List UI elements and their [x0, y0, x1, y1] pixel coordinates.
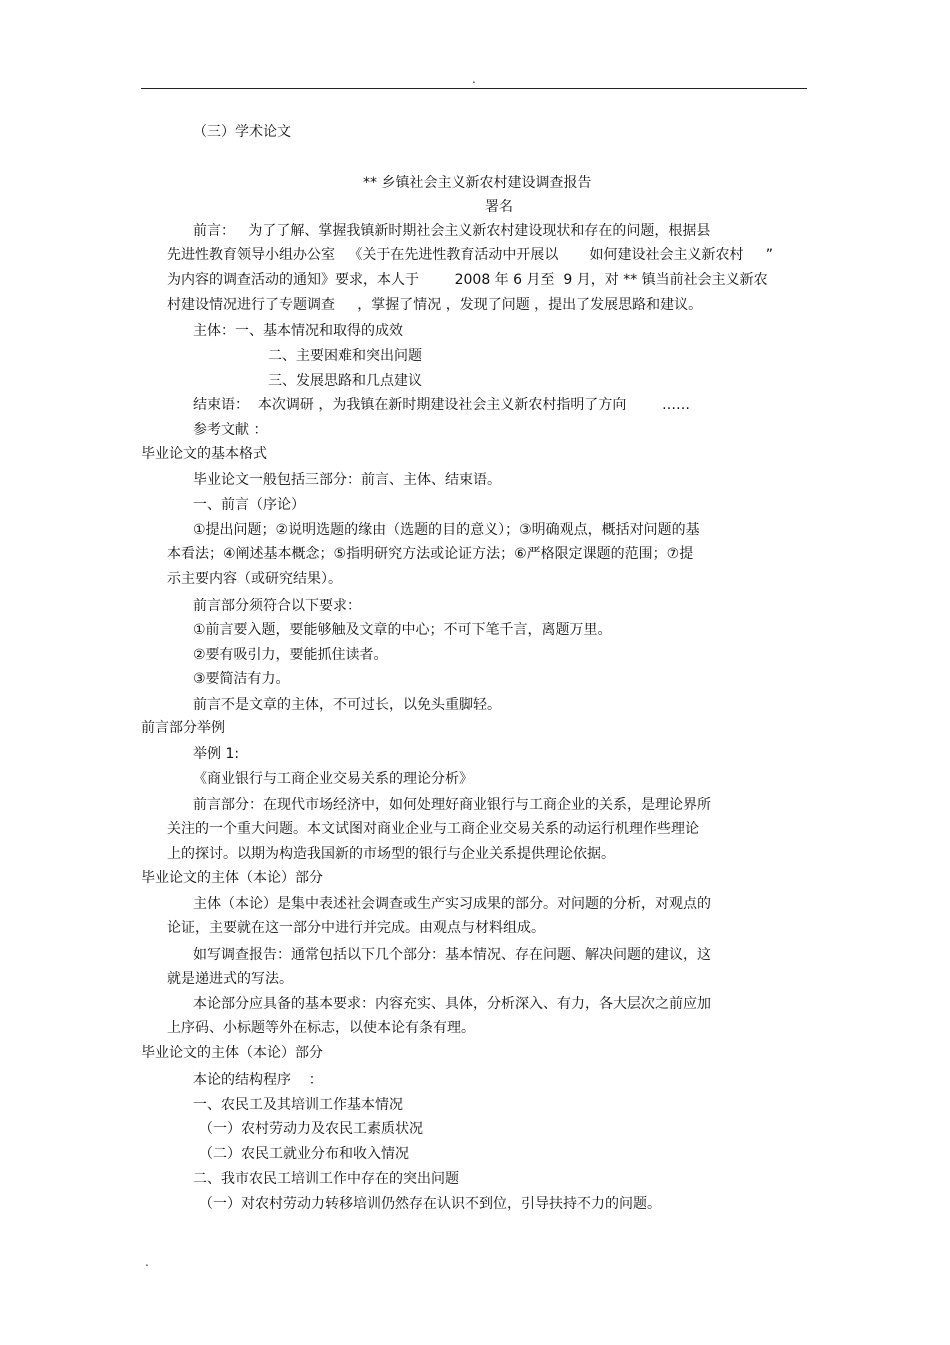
header-dot: .	[472, 72, 476, 86]
structure-item-1a: （一）农村劳动力及农民工素质状况	[199, 1121, 423, 1137]
preface-items-1: ①提出问题；②说明选题的缘由（选题的目的意义）；③明确观点，概括对问题的基	[193, 522, 700, 538]
main-text-6: 上序码、小标题等外在标志，以使本论有条有理。	[167, 1020, 475, 1036]
preface-items-3: 示主要内容（或研究结果）。	[167, 571, 342, 587]
requirement-1: ①前言要入题，要能够触及文章的中心；不可下笔千言，离题万里。	[193, 622, 612, 638]
footer-dot: .	[145, 1255, 149, 1269]
example-text-3: 上的探讨。以期为构造我国新的市场型的银行与企业关系提供理论依据。	[167, 846, 615, 862]
requirements-heading: 前言部分须符合以下要求：	[193, 598, 361, 614]
example-label: 举例 1:	[193, 746, 240, 762]
references-line: 参考文献 ：	[193, 422, 268, 438]
preface-line-1: 前言： 为了了解、掌握我镇新时期社会主义新农村建设现状和存在的问题，根据县	[193, 223, 711, 239]
requirement-4: 前言不是文章的主体，不可过长，以免头重脚轻。	[193, 697, 501, 713]
heading-preface-example: 前言部分举例	[141, 720, 225, 736]
main-text-4: 就是递进式的写法。	[167, 971, 293, 987]
preface-line-2: 先进性教育领导小组办公室 《关于在先进性教育活动中开展以 如何建设社会主义新农村 ”	[167, 247, 774, 263]
main-text-2: 论证，主要就在这一部分中进行并完成。由观点与材料组成。	[167, 920, 545, 936]
requirement-2: ②要有吸引力，要能抓住读者。	[193, 647, 388, 663]
structure-item-1b: （二）农民工就业分布和收入情况	[199, 1146, 409, 1162]
body-outline-3: 三、发展思路和几点建议	[268, 373, 422, 389]
section-heading: （三）学术论文	[193, 124, 291, 140]
report-title: ** 乡镇社会主义新农村建设调查报告	[363, 175, 592, 191]
example-title: 《商业银行与工商企业交易关系的理论分析》	[193, 771, 473, 787]
heading-main-body-2: 毕业论文的主体（本论）部分	[141, 1045, 323, 1061]
example-text-2: 关注的一个重大问题。本文试图对商业企业与工商企业交易关系的动运行机理作些理论	[167, 821, 699, 837]
body-outline-2: 二、主要困难和突出问题	[268, 348, 422, 364]
main-text-5: 本论部分应具备的基本要求：内容充实、具体，分析深入、有力，各大层次之前应加	[193, 996, 711, 1012]
preface-items-2: 本看法；④阐述基本概念；⑤指明研究方法或论证方法；⑥严格限定课题的范围；⑦提	[167, 546, 694, 562]
requirement-3: ③要简洁有力。	[193, 671, 290, 687]
main-text-1: 主体（本论）是集中表述社会调查或生产实习成果的部分。对问题的分析，对观点的	[193, 896, 711, 912]
body-outline-1: 主体：一、基本情况和取得的成效	[193, 323, 403, 339]
structure-heading: 本论的结构程序 ：	[193, 1072, 323, 1088]
header-rule	[141, 88, 807, 89]
main-text-3: 如写调查报告：通常包括以下几个部分：基本情况、存在问题、解决问题的建议，这	[193, 947, 711, 963]
heading-basic-format: 毕业论文的基本格式	[141, 446, 267, 462]
preface-line-3: 为内容的调查活动的通知》要求，本人于 2008 年 6 月至 9 月，对 ** 镇当前社会主义新农	[167, 272, 768, 288]
structure-item-2: 二、我市农民工培训工作中存在的突出问题	[193, 1171, 459, 1187]
heading-main-body-1: 毕业论文的主体（本论）部分	[141, 870, 323, 886]
example-text-1: 前言部分：在现代市场经济中，如何处理好商业银行与工商企业的关系，是理论界所	[193, 797, 711, 813]
conclusion-line: 结束语： 本次调研 ，为我镇在新时期建设社会主义新农村指明了方向 ……	[193, 397, 690, 413]
preface-line-4: 村建设情况进行了专题调查 ，掌握了情况 ，发现了问题 ，提出了发展思路和建议。	[167, 297, 703, 313]
format-intro: 毕业论文一般包括三部分：前言、主体、结束语。	[193, 472, 501, 488]
preface-heading: 一、前言（序论）	[193, 497, 305, 513]
report-signature: 署名	[485, 199, 513, 215]
structure-item-2a: （一）对农村劳动力转移培训仍然存在认识不到位，引导扶持不力的问题。	[199, 1196, 661, 1212]
structure-item-1: 一、农民工及其培训工作基本情况	[193, 1097, 403, 1113]
